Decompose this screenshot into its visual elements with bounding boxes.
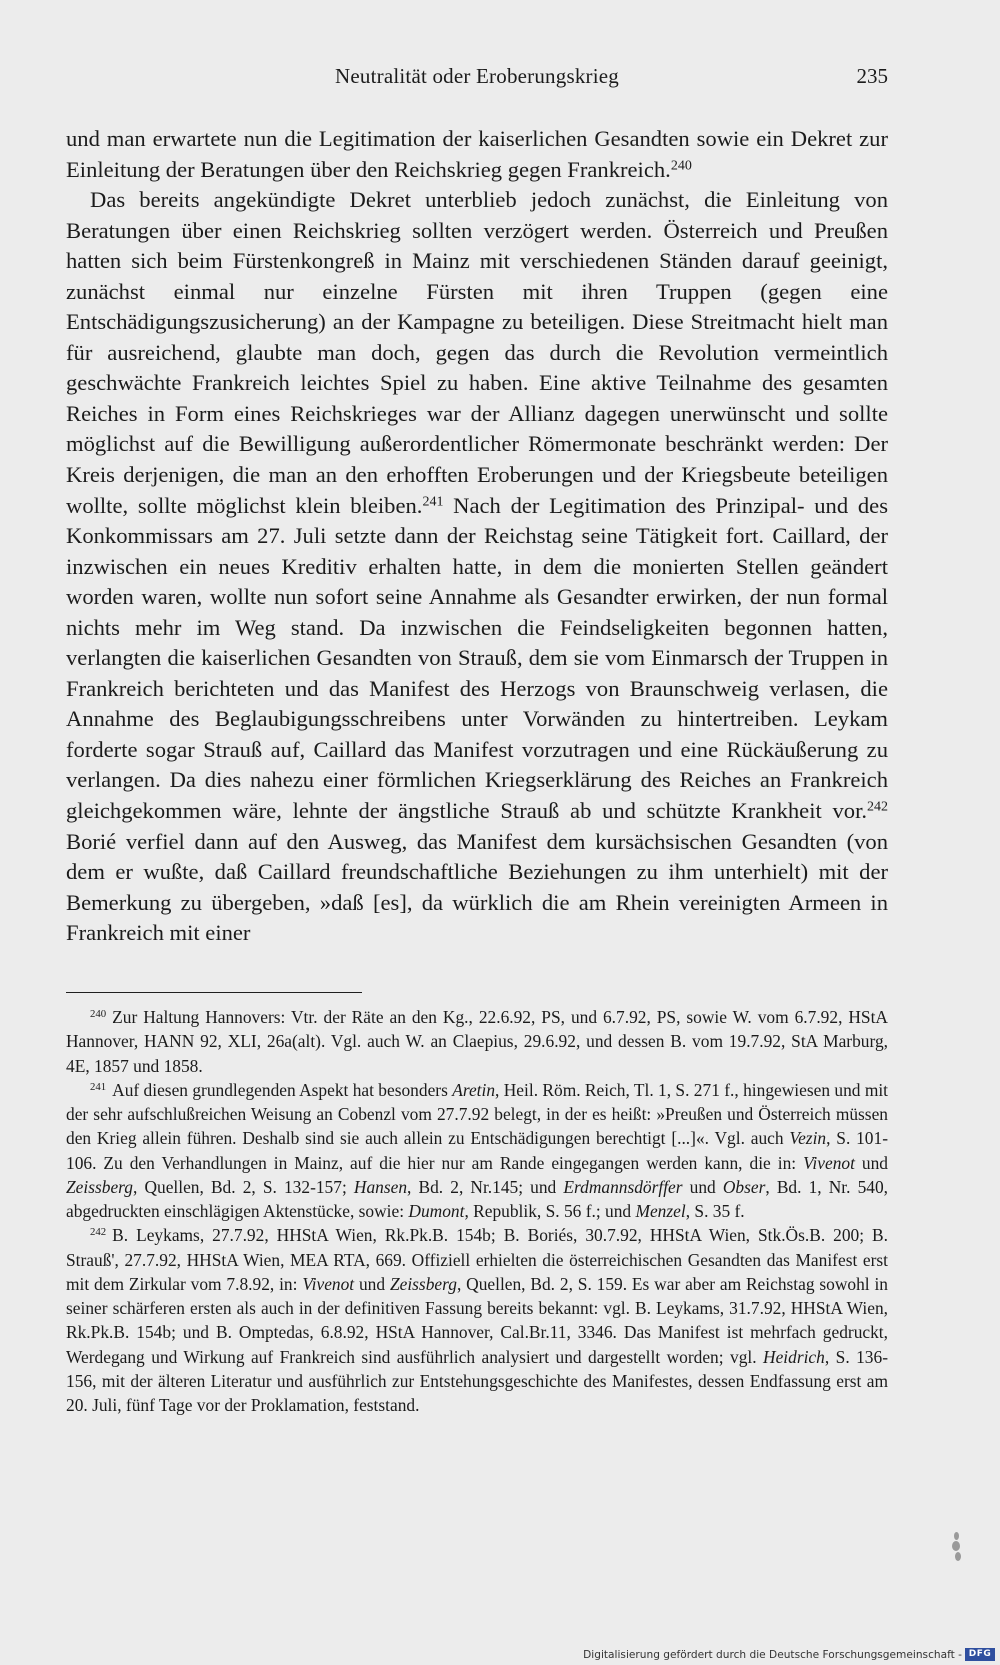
paragraph-2 (66, 185, 888, 949)
footnote-number: 241 (90, 1080, 107, 1093)
footnote-text: , Bd. 2, Nr.145; und (407, 1176, 564, 1197)
footnote-text: , S. 136-156, mit der älteren Literatur und ausführlich zur Entstehungsgeschichte des Manifestes, dessen Endfassung erst am 20. Juli, fünf Tage vor der Proklamation, feststand. (66, 1346, 888, 1415)
footnote-separator (66, 992, 362, 993)
running-head (66, 64, 888, 96)
paragraph-text: Das bereits angekündigte Dekret unterblieb jedoch zunächst, die Einleitung von Beratungen über einen Reichskrieg sollten verzögert werden. Österreich und Preußen hatten sich beim Fürstenkongreß in Mainz mit verschiedenen Ständen darauf geeinigt, zunächst einmal nur einzelne Fürsten mit ihren Truppen (gegen eine Entschädigungszusicherung) an der Kampagne zu beteiligen. Diese Streitmacht hielt man für ausreichend, glaubte man doch, gegen das durch die Revolution vermeintlich geschwächte Frankreich leichtes Spiel zu haben. Eine aktive Teilnahme des gesamten Reiches in Form eines Reichskrieges war der Allianz dagegen unerwünscht und sollte möglichst auf die Bewilligung außerordentlicher Römermonate beschränkt werden: Der Kreis derjenigen, die man an den erhofften Eroberungen und der Kriegsbeute beteiligen wollte, sollte möglichst klein bleiben. (66, 187, 888, 518)
footnote-text: , S. 101-106. Zu den Verhandlungen in Mainz, auf die hier nur am Rande eingegangen werden kann, die in: (66, 1128, 888, 1173)
running-title: Neutralität oder Eroberungskrieg (335, 64, 619, 88)
author-name: Erdmannsdörffer (563, 1176, 683, 1197)
footnote-number: 242 (90, 1226, 107, 1239)
footnote-text: Auf diesen grundlegenden Aspekt hat besonders (112, 1079, 453, 1100)
author-name: Aretin (452, 1079, 496, 1100)
footnote-text: und (854, 1152, 888, 1173)
author-name: Vivenot (803, 1152, 855, 1173)
footnote-ref-241: 241 (422, 493, 444, 509)
footnote-text: , Quellen, Bd. 2, S. 132-157; (133, 1176, 354, 1197)
author-name: Dumont (408, 1201, 465, 1221)
footnote-text: und (682, 1176, 723, 1197)
footnote-text: , S. 35 f. (685, 1201, 745, 1221)
footnote-ref-240: 240 (670, 157, 692, 173)
footnote-240 (66, 1005, 888, 1078)
paragraph-text: Nach der Legitimation des Prinzipal- und des Konkommissars am 27. Juli setzte dann der Reichstag seine Tätigkeit fort. Caillard, der inzwischen ein neues Kreditiv erhalten hatte, in dem die monierten Stellen geändert worden waren, wollte nun sofort seine Annahme als Gesandter erwirken, der nun formal nichts mehr im Weg stand. Da inzwischen die Feindseligkeiten begonnen hatten, verlangten die kaiserlichen Gesandten von Strauß, dem sie vom Einmarsch der Truppen in Frankreich berichteten und das Manifest des Herzogs von Braunschweig verlasen, die Annahme des Beglaubigungsschreibens unter Vorwänden zu hintertreiben. Leykam forderte sogar Strauß auf, Caillard das Manifest vorzutragen und eine Rückäußerung zu verlangen. Da dies nahezu einer förmlichen Kriegserklärung des Reiches an Frankreich gleichgekommen wäre, lehnte der ängstliche Strauß ab und schützte Krankheit vor. (66, 492, 888, 824)
footnote-text: , Quellen, Bd. 2, S. 159. Es war aber am Reichstag sowohl in seiner schärferen ersten als auch in der definitiven Fassung bereits bekannt: vgl. B. Leykams, 31.7.92, HHStA Wien, Rk.Pk.B. 154b; und B. Omptedas, 6.8.92, HStA Hannover, Cal.Br.11, 3346. Das Manifest ist mehrfach gedruckt, Werdegang und Wirkung auf Frankreich sind ausführlich analysiert und dargestellt worden; vgl. (66, 1273, 889, 1367)
paragraph-text: und man erwartete nun die Legitimation der kaiserlichen Gesandten sowie ein Dekret zur Einleitung der Beratungen über den Reichskrieg gegen Frankreich. (66, 126, 888, 182)
author-name: Heidrich (763, 1346, 825, 1367)
paragraph-1 (66, 124, 888, 185)
dfg-logo: DFG (965, 1648, 995, 1661)
footnote-ref-242: 242 (867, 799, 888, 815)
footnote-number: 240 (90, 1008, 107, 1021)
footnote-text: , Bd. 1, Nr. 540, abgedruckten einschlägigen Aktenstücke, sowie: (66, 1176, 889, 1221)
page-number: 235 (856, 64, 888, 88)
author-name: Vivenot (302, 1273, 355, 1294)
author-name: Zeissberg (66, 1176, 133, 1197)
author-name: Hansen (353, 1176, 408, 1197)
footnote-text: , Republik, S. 56 f.; und (464, 1201, 636, 1221)
funding-credit: Digitalisierung gefördert durch die Deutsche Forschungsgemeinschaft - (583, 1649, 962, 1661)
footnote-text: Zur Haltung Hannovers: Vtr. der Räte an den Kg., 22.6.92, PS, und 6.7.92, PS, sowie W. vom 6.7.92, HStA Hannover, HANN 92, XLI, 26a(alt). Vgl. auch W. an Claepius, 29.6.92, und dessen B. vom 19.7.92, StA Marburg, 4E, 1857 und 1858. (66, 1007, 888, 1076)
footnote-text: und (354, 1273, 390, 1294)
footnote-242 (66, 1223, 888, 1417)
footnote-241 (66, 1078, 888, 1224)
footnote-text: , Heil. Röm. Reich, Tl. 1, S. 271 f., hingewiesen und mit der sehr aufschlußreichen Weisung an Cobenzl vom 27.7.92 belegt, in der es heißt: »Preußen und Österreich müssen den Krieg allein führen. Deshalb sind sie auch allein zu Entschädigungen berechtigt [...]«. Vgl. auch (66, 1079, 889, 1149)
main-text (66, 124, 888, 949)
author-name: Vezin (789, 1128, 827, 1149)
digitization-footer (0, 1647, 1000, 1665)
footnote-text: B. Leykams, 27.7.92, HHStA Wien, Rk.Pk.B. 154b; B. Boriés, 30.7.92, HHStA Wien, Stk.Ös.B. 200; B. Strauß', 27.7.92, HHStA Wien, MEA RTA, 669. Offiziell erhielten die österreichischen Gesandten das Manifest erst mit dem Zirkular vom 7.8.92, in: (66, 1225, 888, 1294)
scan-smudge (952, 1532, 962, 1562)
footnotes (66, 1005, 888, 1417)
author-name: Obser (722, 1176, 766, 1197)
paragraph-text: Borié verfiel dann auf den Ausweg, das Manifest dem kursächsischen Gesandten (von dem er wußte, daß Caillard freundschaftliche Beziehungen zu ihm unterhielt) mit der Bemerkung zu übergeben, »daß [es], da würklich die am Rhein vereinigten Armeen in Frankreich mit einer (66, 828, 888, 946)
author-name: Zeissberg (389, 1273, 457, 1294)
author-name: Menzel (635, 1201, 686, 1221)
